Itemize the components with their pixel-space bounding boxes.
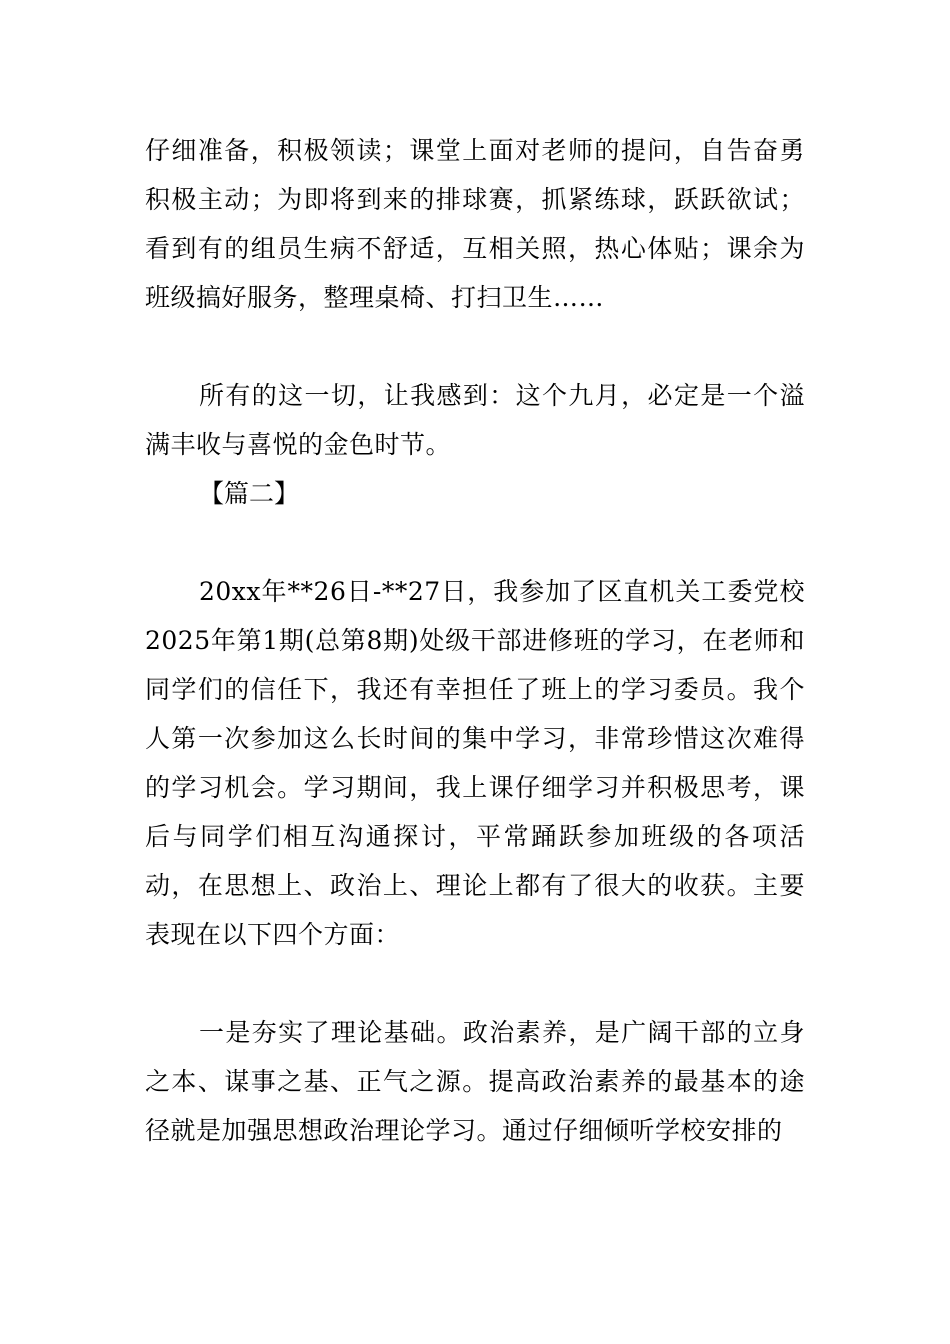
paragraph-continuation: 仔细准备，积极领读；课堂上面对老师的提问，自告奋勇积极主动；为即将到来的排球赛，抓紧练球，跃跃欲试；看到有的组员生病不舒适，互相关照，热心体贴；课余为班级搞好服务，整理桌椅、打扫卫生…… — [145, 136, 805, 312]
paragraph-conclusion: 所有的这一切，让我感到：这个九月，必定是一个溢满丰收与喜悦的金色时节。 — [145, 381, 805, 459]
paragraph-intro: 20xx年**26日-**27日，我参加了区直机关工委党校2025年第1期(总第8期)处级干部进修班的学习，在老师和同学们的信任下，我还有幸担任了班上的学习委员。我个人第一次参加这么长时间的集中学习，非常珍惜这次难得的学习机会。学习期间，我上课仔细学习并积极思考，课后与同学们相互沟通探讨，平常踊跃参加班级的各项活动，在思想上、政治上、理论上都有了很大的收获。主要表现在以下四个方面： — [145, 577, 805, 949]
document-page — [145, 126, 805, 1155]
section-heading: 【篇二】 — [199, 479, 300, 508]
paragraph-point-one: 一是夯实了理论基础。政治素养，是广阔干部的立身之本、谋事之基、正气之源。提高政治素养的最基本的途径就是加强思想政治理论学习。通过仔细倾听学校安排的 — [145, 1018, 805, 1145]
